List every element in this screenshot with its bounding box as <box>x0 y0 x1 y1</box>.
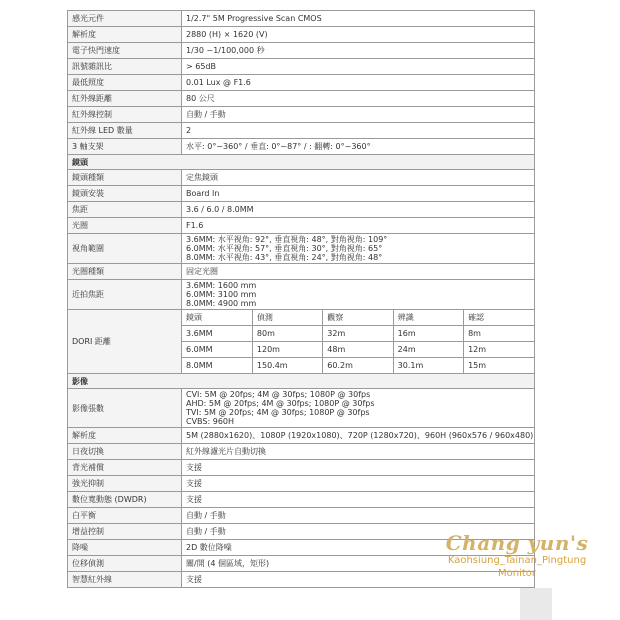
spec-value: 80 公尺 <box>182 91 535 107</box>
spec-value-line: AHD: 5M @ 20fps; 4M @ 30fps; 1080P @ 30fps <box>186 399 375 408</box>
spec-row <box>68 476 535 492</box>
spec-label: 視角範圍 <box>68 234 182 264</box>
spec-label: 紅外線控制 <box>68 107 182 123</box>
section-image-title: 影像 <box>68 374 535 389</box>
spec-value: 支援 <box>182 476 535 492</box>
spec-row <box>68 170 535 186</box>
spec-row <box>68 428 535 444</box>
dori-row <box>182 358 534 374</box>
dori-table <box>182 310 534 373</box>
dori-cell-value: 150.4m <box>252 358 322 374</box>
spec-label: 白平衡 <box>68 508 182 524</box>
spec-value-line: 3.6MM: 水平視角: 92°, 垂直視角: 48°, 對角視角: 109° <box>186 235 388 244</box>
section-image <box>68 374 535 389</box>
spec-row <box>68 218 535 234</box>
spec-value: 支援 <box>182 460 535 476</box>
watermark-shadow <box>520 588 552 620</box>
spec-label: 降噪 <box>68 540 182 556</box>
spec-value: 紅外線濾光片自動切換 <box>182 444 535 460</box>
spec-row <box>68 75 535 91</box>
dori-cell-value: 24m <box>393 342 463 358</box>
spec-value-line: 8.0MM: 水平視角: 43°, 垂直視角: 24°, 對角視角: 48° <box>186 253 383 262</box>
spec-label: 紅外線 LED 數量 <box>68 123 182 139</box>
dori-cell-value: 60.2m <box>323 358 393 374</box>
spec-value: 1/30 ~1/100,000 秒 <box>182 43 535 59</box>
watermark-logo <box>432 532 602 580</box>
section-lens <box>68 155 535 170</box>
spec-value: 2D 數位降噪 <box>182 540 535 556</box>
spec-value-line: 6.0MM: 3100 mm <box>186 290 257 299</box>
dori-cell-value: 16m <box>393 326 463 342</box>
watermark-title: Chang yun's <box>445 531 589 555</box>
spec-row <box>68 11 535 27</box>
spec-label: 最低照度 <box>68 75 182 91</box>
spec-label: 3 軸支架 <box>68 139 182 155</box>
spec-value: 定焦鏡頭 <box>182 170 535 186</box>
spec-label: 增益控制 <box>68 524 182 540</box>
spec-row-view-angle <box>68 234 535 264</box>
spec-row <box>68 27 535 43</box>
spec-value: Board In <box>182 186 535 202</box>
spec-row <box>68 91 535 107</box>
dori-row <box>182 326 534 342</box>
spec-value: > 65dB <box>182 59 535 75</box>
spec-value: 5M (2880x1620)、1080P (1920x1080)、720P (1280x720)、960H (960x576 / 960x480) <box>182 428 535 444</box>
spec-row-frame-rate <box>68 389 535 428</box>
spec-value: 支援 <box>182 492 535 508</box>
spec-label: 訊號雜訊比 <box>68 59 182 75</box>
spec-table-body <box>68 11 535 588</box>
spec-value: 自動 / 手動 <box>182 508 535 524</box>
spec-row <box>68 123 535 139</box>
spec-row <box>68 139 535 155</box>
spec-row <box>68 59 535 75</box>
spec-value: 2880 (H) × 1620 (V) <box>182 27 535 43</box>
spec-row-iris <box>68 264 535 280</box>
spec-label: 影像張數 <box>68 389 182 428</box>
spec-row <box>68 43 535 59</box>
spec-row-min-focus <box>68 280 535 310</box>
dori-header-row <box>182 310 534 326</box>
dori-cell-value: 6.0MM <box>182 342 252 358</box>
spec-value-line: 8.0MM: 4900 mm <box>186 299 257 308</box>
dori-cell-value: 8m <box>464 326 534 342</box>
spec-row <box>68 492 535 508</box>
spec-value: F1.6 <box>182 218 535 234</box>
dori-header: 觀察 <box>323 310 393 326</box>
spec-label: 紅外線距離 <box>68 91 182 107</box>
spec-label: 解析度 <box>68 428 182 444</box>
spec-label: 解析度 <box>68 27 182 43</box>
spec-row <box>68 186 535 202</box>
section-lens-title: 鏡頭 <box>68 155 535 170</box>
watermark-region: Kaohsiung_Tainan_Pingtung <box>447 555 587 566</box>
spec-label: 電子快門速度 <box>68 43 182 59</box>
spec-row-dori <box>68 310 535 374</box>
spec-value: 2 <box>182 123 535 139</box>
spec-value: 固定光圈 <box>182 264 535 280</box>
spec-label: DORI 距離 <box>68 310 182 374</box>
spec-value-line: 6.0MM: 水平視角: 57°, 垂直視角: 30°, 對角視角: 65° <box>186 244 383 253</box>
spec-label: 光圈 <box>68 218 182 234</box>
spec-value-line: CVI: 5M @ 20fps; 4M @ 30fps; 1080P @ 30fps <box>186 390 371 399</box>
spec-row <box>68 508 535 524</box>
spec-row <box>68 460 535 476</box>
spec-value-line: 3.6MM: 1600 mm <box>186 281 257 290</box>
watermark-monitor: Monitor <box>497 568 536 579</box>
spec-value <box>182 389 535 428</box>
spec-label: 感光元件 <box>68 11 182 27</box>
spec-value: 自動 / 手動 <box>182 524 535 540</box>
spec-value: 自動 / 手動 <box>182 107 535 123</box>
dori-cell <box>182 310 535 374</box>
dori-cell-value: 15m <box>464 358 534 374</box>
spec-label: 強光抑制 <box>68 476 182 492</box>
spec-label: 鏡頭種類 <box>68 170 182 186</box>
dori-cell-value: 80m <box>252 326 322 342</box>
spec-value: 0.01 Lux @ F1.6 <box>182 75 535 91</box>
dori-header: 偵測 <box>252 310 322 326</box>
spec-value <box>182 280 535 310</box>
dori-cell-value: 30.1m <box>393 358 463 374</box>
spec-row <box>68 202 535 218</box>
spec-label: 鏡頭安裝 <box>68 186 182 202</box>
spec-label: 位移偵測 <box>68 556 182 572</box>
spec-row <box>68 444 535 460</box>
spec-label: 智慧紅外線 <box>68 572 182 588</box>
dori-cell-value: 8.0MM <box>182 358 252 374</box>
dori-cell-value: 32m <box>323 326 393 342</box>
dori-cell-value: 3.6MM <box>182 326 252 342</box>
dori-row <box>182 342 534 358</box>
spec-value-line: TVI: 5M @ 20fps; 4M @ 30fps; 1080P @ 30fps <box>186 408 370 417</box>
spec-label: 焦距 <box>68 202 182 218</box>
spec-value-line: CVBS: 960H <box>186 417 235 426</box>
spec-value: 3.6 / 6.0 / 8.0MM <box>182 202 535 218</box>
spec-row <box>68 107 535 123</box>
dori-header: 辨識 <box>393 310 463 326</box>
spec-table <box>67 10 535 588</box>
dori-cell-value: 48m <box>323 342 393 358</box>
spec-label: 光圈種類 <box>68 264 182 280</box>
spec-value: 1/2.7" 5M Progressive Scan CMOS <box>182 11 535 27</box>
spec-value: 支援 <box>182 572 535 588</box>
dori-cell-value: 12m <box>464 342 534 358</box>
spec-label: 近拍焦距 <box>68 280 182 310</box>
spec-value <box>182 234 535 264</box>
spec-label: 數位寬動態 (DWDR) <box>68 492 182 508</box>
spec-label: 日夜切換 <box>68 444 182 460</box>
spec-label: 背光補償 <box>68 460 182 476</box>
dori-header: 確認 <box>464 310 534 326</box>
spec-value: 關/開 (4 個區域，矩形) <box>182 556 535 572</box>
dori-header: 鏡頭 <box>182 310 252 326</box>
spec-value: 水平: 0°~360° / 垂直: 0°~87° / : 翻轉: 0°~360° <box>182 139 535 155</box>
dori-cell-value: 120m <box>252 342 322 358</box>
